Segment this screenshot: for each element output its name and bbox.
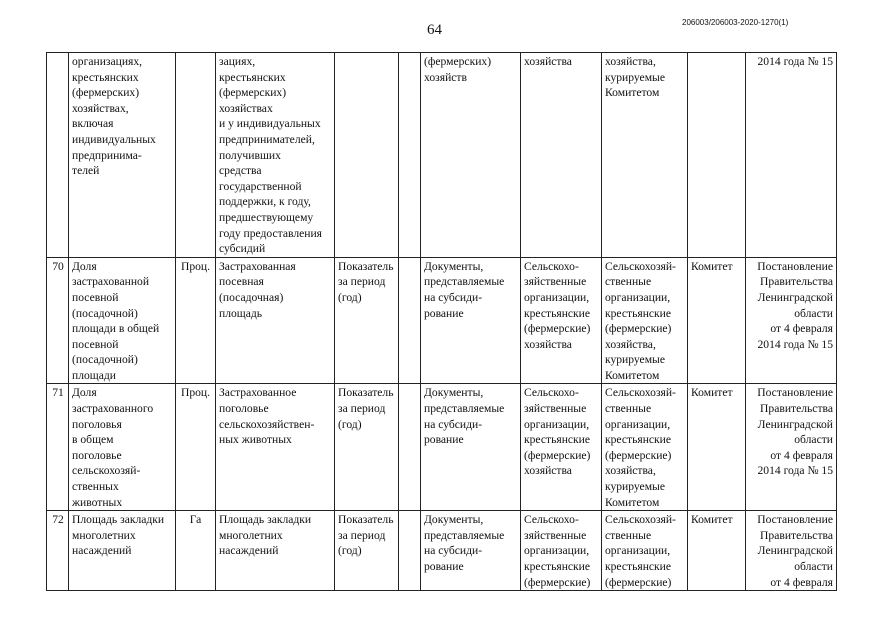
regulation-cell: Постановление Правительства Ленинградской области от 4 февраля 2014 года № 15 [746, 257, 837, 384]
responsible-cell: Комитет [688, 384, 746, 511]
coverage-cell: Сельскохозяй- ственные организации, крестьянские (фермерские) хозяйства, курируемые Комитетом [602, 384, 688, 511]
responsible-cell: Комитет [688, 511, 746, 591]
source-cell: Документы, представляемые на субсиди- рование [421, 384, 521, 511]
unit-cell: Проц. [176, 257, 216, 384]
indicator-name: Площадь закладки многолетних насаждений [69, 511, 176, 591]
respondents-cell: Сельскохо- зяйственные организации, крестьянские (фермерские) хозяйства [521, 384, 602, 511]
regulation-cell: 2014 года № 15 [746, 53, 837, 258]
definition-cell: Застрахованная посевная (посадочная) площадь [216, 257, 335, 384]
period-cell: Показатель за период (год) [335, 511, 399, 591]
respondents-cell: хозяйства [521, 53, 602, 258]
table-row [47, 511, 837, 591]
source-cell: (фермерских) хозяйств [421, 53, 521, 258]
responsible-cell [688, 53, 746, 258]
empty-cell [399, 384, 421, 511]
document-code: 206003/206003-2020-1270(1) [682, 18, 789, 27]
coverage-cell: Сельскохозяй- ственные организации, крестьянские (фермерские) [602, 511, 688, 591]
row-number [47, 53, 69, 258]
source-cell: Документы, представляемые на субсиди- рование [421, 257, 521, 384]
regulation-cell: Постановление Правительства Ленинградской области от 4 февраля [746, 511, 837, 591]
table-row [47, 257, 837, 384]
coverage-cell: Сельскохозяй- ственные организации, крестьянские (фермерские) хозяйства, курируемые Комитетом [602, 257, 688, 384]
row-number: 71 [47, 384, 69, 511]
indicator-name: Доля застрахованной посевной (посадочной) площади в общей посевной (посадочной) площади [69, 257, 176, 384]
indicator-name: организациях, крестьянских (фермерских) хозяйствах, включая индивидуальных предпринима- телей [69, 53, 176, 258]
table-row [47, 53, 837, 258]
definition-cell: зациях, крестьянских (фермерских) хозяйствах и у индивидуальных предпринимателей, получивших средства государственной поддержки, к году, предшествующему году предоставления субсидий [216, 53, 335, 258]
unit-cell: Га [176, 511, 216, 591]
empty-cell [399, 257, 421, 384]
row-number: 72 [47, 511, 69, 591]
period-cell: Показатель за период (год) [335, 257, 399, 384]
period-cell [335, 53, 399, 258]
row-number: 70 [47, 257, 69, 384]
indicators-table [46, 52, 837, 591]
table-row [47, 384, 837, 511]
unit-cell [176, 53, 216, 258]
definition-cell: Площадь закладки многолетних насаждений [216, 511, 335, 591]
empty-cell [399, 511, 421, 591]
indicator-name: Доля застрахованного поголовья в общем поголовье сельскохозяй- ственных животных [69, 384, 176, 511]
definition-cell: Застрахованное поголовье сельскохозяйствен- ных животных [216, 384, 335, 511]
period-cell: Показатель за период (год) [335, 384, 399, 511]
unit-cell: Проц. [176, 384, 216, 511]
coverage-cell: хозяйства, курируемые Комитетом [602, 53, 688, 258]
respondents-cell: Сельскохо- зяйственные организации, крестьянские (фермерские) [521, 511, 602, 591]
regulation-cell: Постановление Правительства Ленинградской области от 4 февраля 2014 года № 15 [746, 384, 837, 511]
page-number: 64 [427, 22, 442, 38]
source-cell: Документы, представляемые на субсиди- рование [421, 511, 521, 591]
responsible-cell: Комитет [688, 257, 746, 384]
empty-cell [399, 53, 421, 258]
respondents-cell: Сельскохо- зяйственные организации, крестьянские (фермерские) хозяйства [521, 257, 602, 384]
